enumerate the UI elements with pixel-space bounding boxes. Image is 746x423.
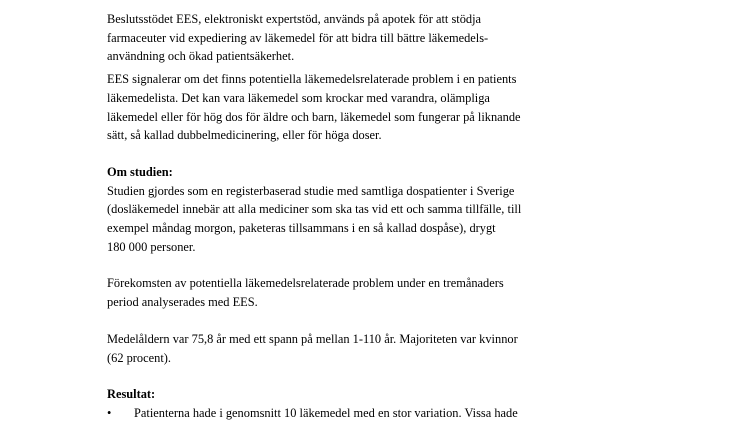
document-page	[107, 10, 627, 423]
study-heading: Om studien:	[107, 164, 173, 179]
age-paragraph	[107, 330, 627, 367]
intro-line: Beslutsstödet EES, elektroniskt expertstöd, används på apotek för att stödja	[107, 12, 482, 26]
list-item	[107, 404, 627, 423]
occurrence-line: period analyserades med EES.	[107, 295, 258, 310]
signal-line: läkemedelista. Det kan vara läkemedel som krockar med varandra, olämpliga	[107, 90, 490, 105]
signal-paragraph	[107, 70, 627, 145]
signal-line: EES signalerar om det finns potentiella läkemedelsrelaterade problem i en patients	[107, 72, 517, 87]
signal-line: sätt, så kallad dubbelmedicinering, eller för höga doser.	[107, 128, 382, 143]
age-line: (62 procent).	[107, 350, 171, 365]
intro-line: farmaceuter vid expediering av läkemedel för att bidra till bättre läkemedels-	[107, 30, 489, 45]
bullet-icon: •	[107, 405, 112, 420]
study-section	[107, 163, 627, 257]
signal-line: läkemedel eller för hög dos för äldre och barn, läkemedel som fungerar på liknande	[107, 109, 521, 124]
study-line: Studien gjordes som en registerbaserad studie med samtliga dospatienter i Sverige	[107, 183, 515, 198]
study-line: exempel måndag morgon, paketeras tillsammans i en så kallad dospåse), drygt	[107, 221, 496, 236]
bullet-text: Patienterna hade i genomsnitt 10 läkemedel med en stor variation. Vissa hade	[134, 405, 518, 420]
age-line: Medelåldern var 75,8 år med ett spann på mellan 1-110 år. Majoriteten var kvinnor	[107, 331, 518, 346]
study-line: (dosläkemedel innebär att alla mediciner som ska tas vid ett och samma tillfälle, till	[107, 202, 522, 217]
study-line: 180 000 personer.	[107, 239, 196, 254]
results-heading: Resultat:	[107, 387, 156, 402]
intro-line: användning och ökad patientsäkerhet.	[107, 49, 295, 64]
occurrence-paragraph	[107, 274, 627, 311]
occurrence-line: Förekomsten av potentiella läkemedelsrelaterade problem under en tremånaders	[107, 276, 504, 291]
intro-paragraph	[107, 10, 627, 66]
results-section	[107, 385, 627, 422]
